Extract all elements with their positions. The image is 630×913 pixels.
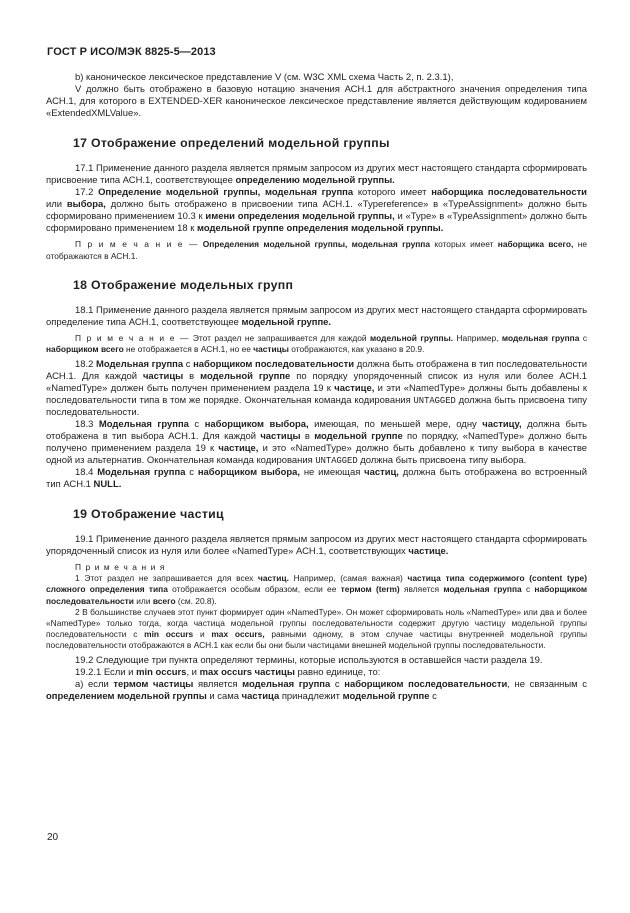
para-19-2-1-a: а) если термом частицы является модельная группа с наборщиком последовательности, не связанным с определением модельной группы и сама частица принадлежит модельной группе с: [46, 678, 587, 702]
notes-19-label: П р и м е ч а н и я: [75, 562, 166, 573]
page-number: 20: [47, 832, 59, 843]
section-17-title: 17 Отображение определений модельной группы: [73, 136, 390, 151]
para-19-1: 19.1 Применение данного раздела является прямым запросом из других мест настоящего стандарта сформировать упорядоченный список из нуля или более «NamedType» АСН.1, соответствующих частице.: [46, 534, 587, 558]
running-header: ГОСТ Р ИСО/МЭК 8825-5—2013: [47, 46, 216, 58]
para-19-2-1: 19.2.1 Если и min occurs, и max occurs частицы равно единице, то:: [75, 666, 381, 678]
section-19-title: 19 Отображение частиц: [73, 507, 224, 522]
para-18-2: 18.2 Модельная группа с наборщиком последовательности должна быть отображена в тип последовательности АСН.1. Для каждой частицы в модельной группе по порядку упорядоченный список из нуля или более АСН.1 «NamedType» должен быть получен применением раздела 19 к частице, и эти «NamedType» должны быть добавлены к последовательности типа в том же порядке. Окончательная команда кодирования UNTAGGED должна быть присвоена типу последовательности.: [46, 358, 588, 418]
page-content: [46, 70, 587, 703]
note-17: П р и м е ч а н и е — Определения модельной группы, модельная группа которых имеет наборщика всего, не отображаются в АСН.1.: [46, 239, 587, 261]
para-17-2: 17.2 Определение модельной группы, модельная группа которого имеет наборщика последовательности или выбора, должно быть отображено в присвоении типа АСН.1. «Typereference» в «TypeAssignment» должно быть сформировано применением 10.3 к имени определения модельной группы, и «Type» в «TypeAssignment» должно быть сформировано применением 18 к модельной группе определения модельной группы.: [46, 187, 588, 235]
note-18: П р и м е ч а н и е — Этот раздел не запрашивается для каждой модельной группы. Например, модельная группа с наборщиком всего не отображается в АСН.1, но ее частицы отображаются, как указано в 20.9.: [46, 332, 588, 354]
intro-v-line: V должно быть отображено в базовую нотацию значения АСН.1 для абстрактного значения определения типа АСН.1, для которого в EXTENDED-XER каноническое лексическое представление является действующим кодированием «ExtendedXMLValue».: [46, 84, 587, 120]
para-19-2: 19.2 Следующие три пункта определяют термины, которые используются в оставшейся части раздела 19.: [75, 654, 543, 666]
section-18-title: 18 Отображение модельных групп: [73, 277, 294, 292]
para-18-3: 18.3 Модельная группа с наборщиком выбора, имеющая, по меньшей мере, одну частицу, должна быть отображена в тип выбора АСН.1. Для каждой частицы в модельной группе по порядку, «NamedType» должно быть получено применением раздела 19 к частице, и это «NamedType» должно быть добавлено к типу выбора в качестве одной из альтернатив. Окончательная команда кодирования UNTAGGED должна быть присвоена типу выбора.: [46, 418, 587, 467]
note-19-1: 1 Этот раздел не запрашивается для всех частиц. Например, (самая важная) частица типа содержимого (content type) сложного определения типа отображается особым образом, если ее термом (term) является модельная группа с наборщиком последовательности или всего (см. 20.8).: [46, 573, 588, 606]
intro-b-line: b) каноническое лексическое представление V (см. W3C XML схема Часть 2, п. 2.3.1),: [75, 72, 454, 83]
para-18-4: 18.4 Модельная группа с наборщиком выбора, не имеющая частиц, должна быть отображена во встроенный тип АСН.1 NULL.: [46, 467, 587, 491]
para-17-1: 17.1 Применение данного раздела является прямым запросом из других мест настоящего стандарта сформировать присвоение типа АСН.1, соответствующее определению модельной группы.: [46, 163, 587, 187]
note-19-2: 2 В большинстве случаев этот пункт формирует один «NamedType». Он может сформировать ноль «NamedType» или два и более «NamedType» только тогда, когда частица модельной группы последовательности содержит другую частицу модельной группы последовательности с min occurs и max occurs, равными одному, в этом случае частицы внутренней модельной группы последовательности отображаются в АСН.1 как если бы они были частицами внешней модельной группы последовательности.: [46, 606, 587, 650]
para-18-1: 18.1 Применение данного раздела является прямым запросом из других мест настоящего стандарта сформировать определение типа АСН.1, соответствующее модельной группе.: [46, 304, 587, 328]
